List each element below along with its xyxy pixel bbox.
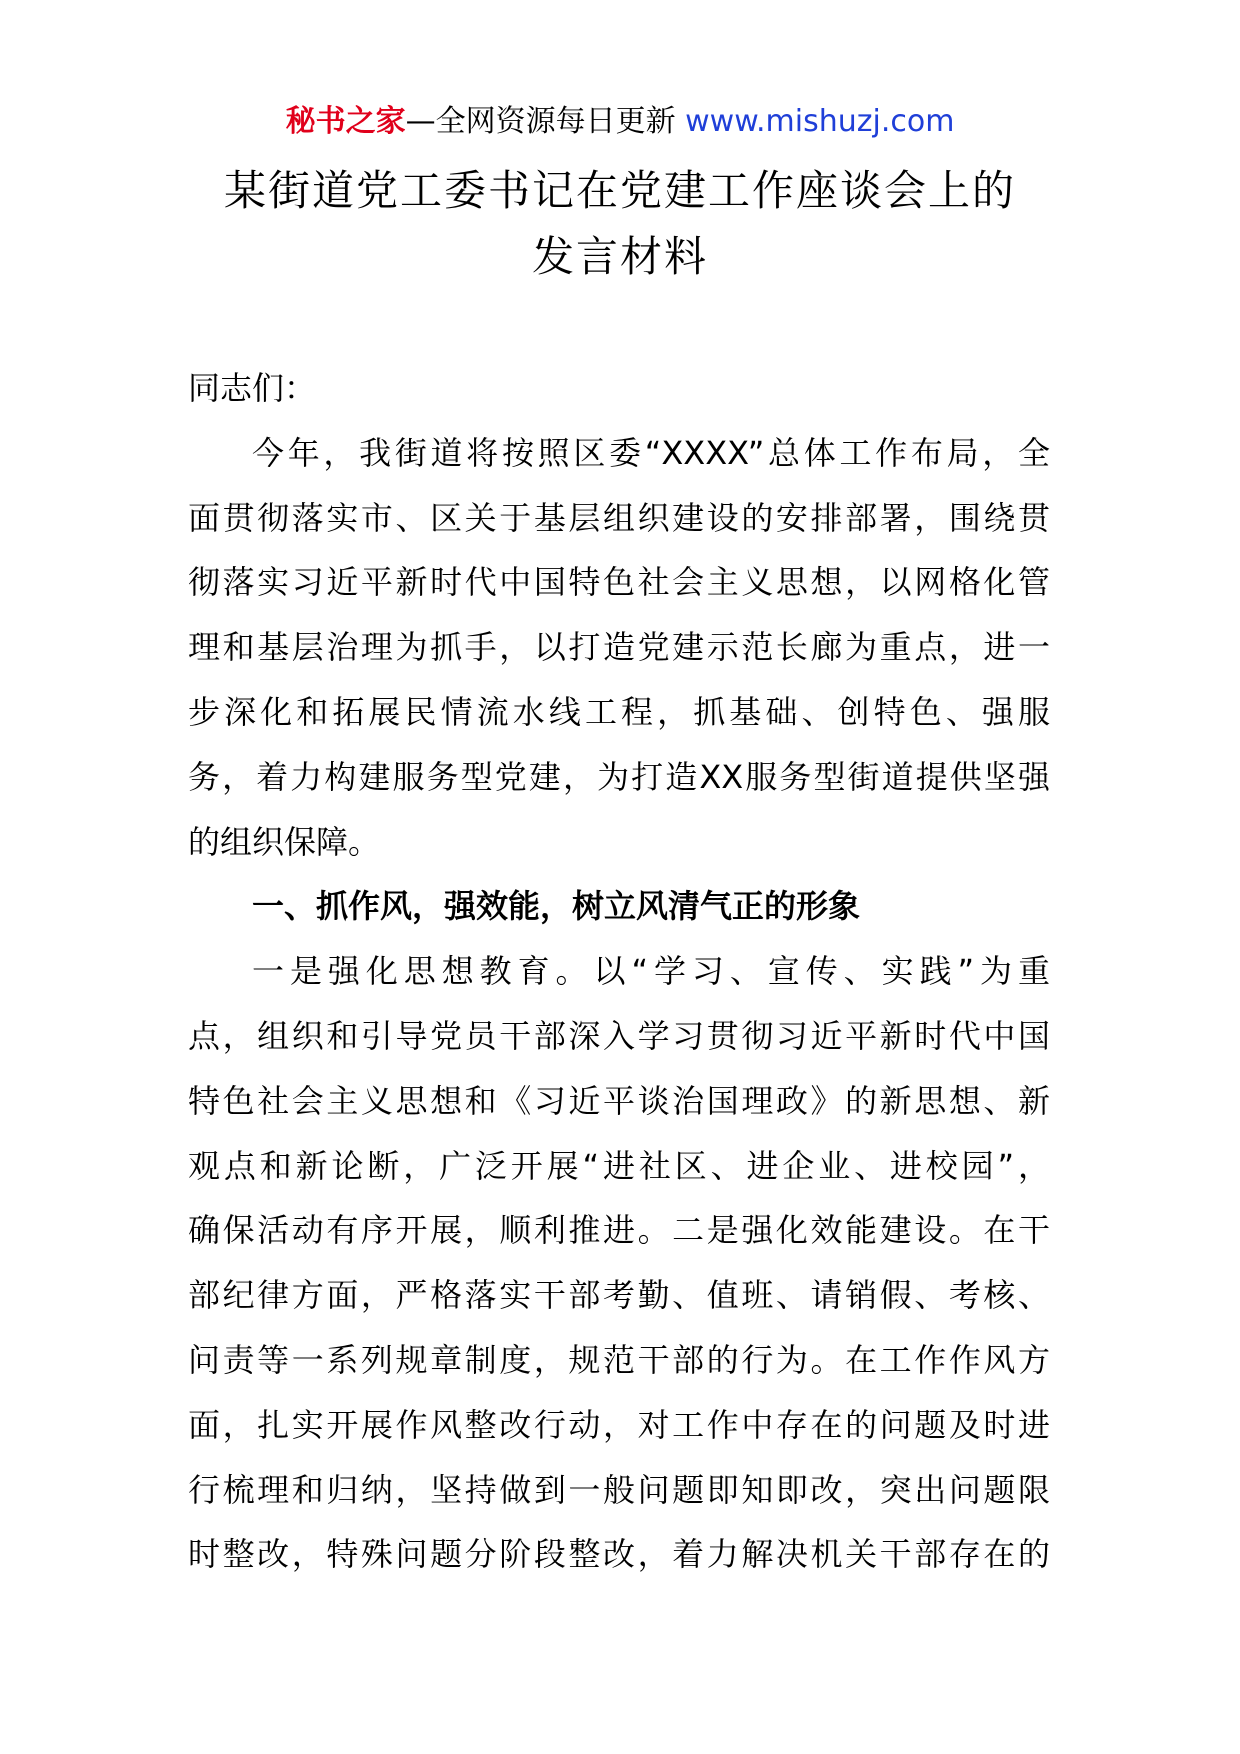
paragraph-intro xyxy=(188,421,1050,875)
paragraph-line: 彻落实习近平新时代中国特色社会主义思想，以网格化管 xyxy=(188,563,1050,602)
paragraph-line: 今年，我街道将按照区委“XXXX”总体工作布局，全 xyxy=(252,433,1050,472)
paragraph-section-1 xyxy=(188,939,1050,1587)
paragraph-line: 行梳理和归纳，坚持做到一般问题即知即改，突出问题限 xyxy=(188,1470,1050,1509)
paragraph-line: 时整改，特殊问题分阶段整改，着力解决机关干部存在的 xyxy=(188,1535,1050,1574)
paragraph-line: 务，着力构建服务型党建，为打造XX服务型街道提供坚强 xyxy=(188,757,1050,796)
paragraph-line: 特色社会主义思想和《习近平谈治国理政》的新思想、新 xyxy=(188,1081,1050,1120)
site-tagline: —全网资源每日更新 xyxy=(405,104,686,139)
title-line-2: 发言材料 xyxy=(531,232,708,281)
paragraph-line: 确保活动有序开展，顺利推进。二是强化效能建设。在干 xyxy=(188,1211,1050,1250)
paragraph-line: 步深化和拓展民情流水线工程，抓基础、创特色、强服 xyxy=(188,692,1050,731)
document-body xyxy=(188,356,1050,1587)
site-header xyxy=(0,102,1240,142)
paragraph-line: 面贯彻落实市、区关于基层组织建设的安排部署，围绕贯 xyxy=(188,498,1050,537)
document-title xyxy=(120,158,1120,290)
paragraph-line: 部纪律方面，严格落实干部考勤、值班、请销假、考核、 xyxy=(188,1276,1050,1315)
site-url-link[interactable]: www.mishuzj.com xyxy=(685,104,955,139)
paragraph-line: 的组织保障。 xyxy=(188,822,381,861)
paragraph-line: 理和基层治理为抓手，以打造党建示范长廊为重点，进一 xyxy=(188,628,1050,667)
section-heading: 一、抓作风，强效能，树立风清气正的形象 xyxy=(252,887,861,926)
paragraph-line: 面，扎实开展作风整改行动，对工作中存在的问题及时进 xyxy=(188,1405,1050,1444)
paragraph-line: 观点和新论断，广泛开展“进社区、进企业、进校园”， xyxy=(188,1146,1050,1185)
paragraph-line: 问责等一系列规章制度，规范干部的行为。在工作作风方 xyxy=(188,1340,1050,1379)
greeting: 同志们： xyxy=(188,369,317,407)
paragraph-line: 点，组织和引导党员干部深入学习贯彻习近平新时代中国 xyxy=(188,1016,1050,1055)
paragraph-line: 一是强化思想教育。以“学习、宣传、实践”为重 xyxy=(252,952,1050,991)
title-line-1: 某街道党工委书记在党建工作座谈会上的 xyxy=(223,166,1016,215)
site-brand: 秘书之家 xyxy=(285,104,406,139)
